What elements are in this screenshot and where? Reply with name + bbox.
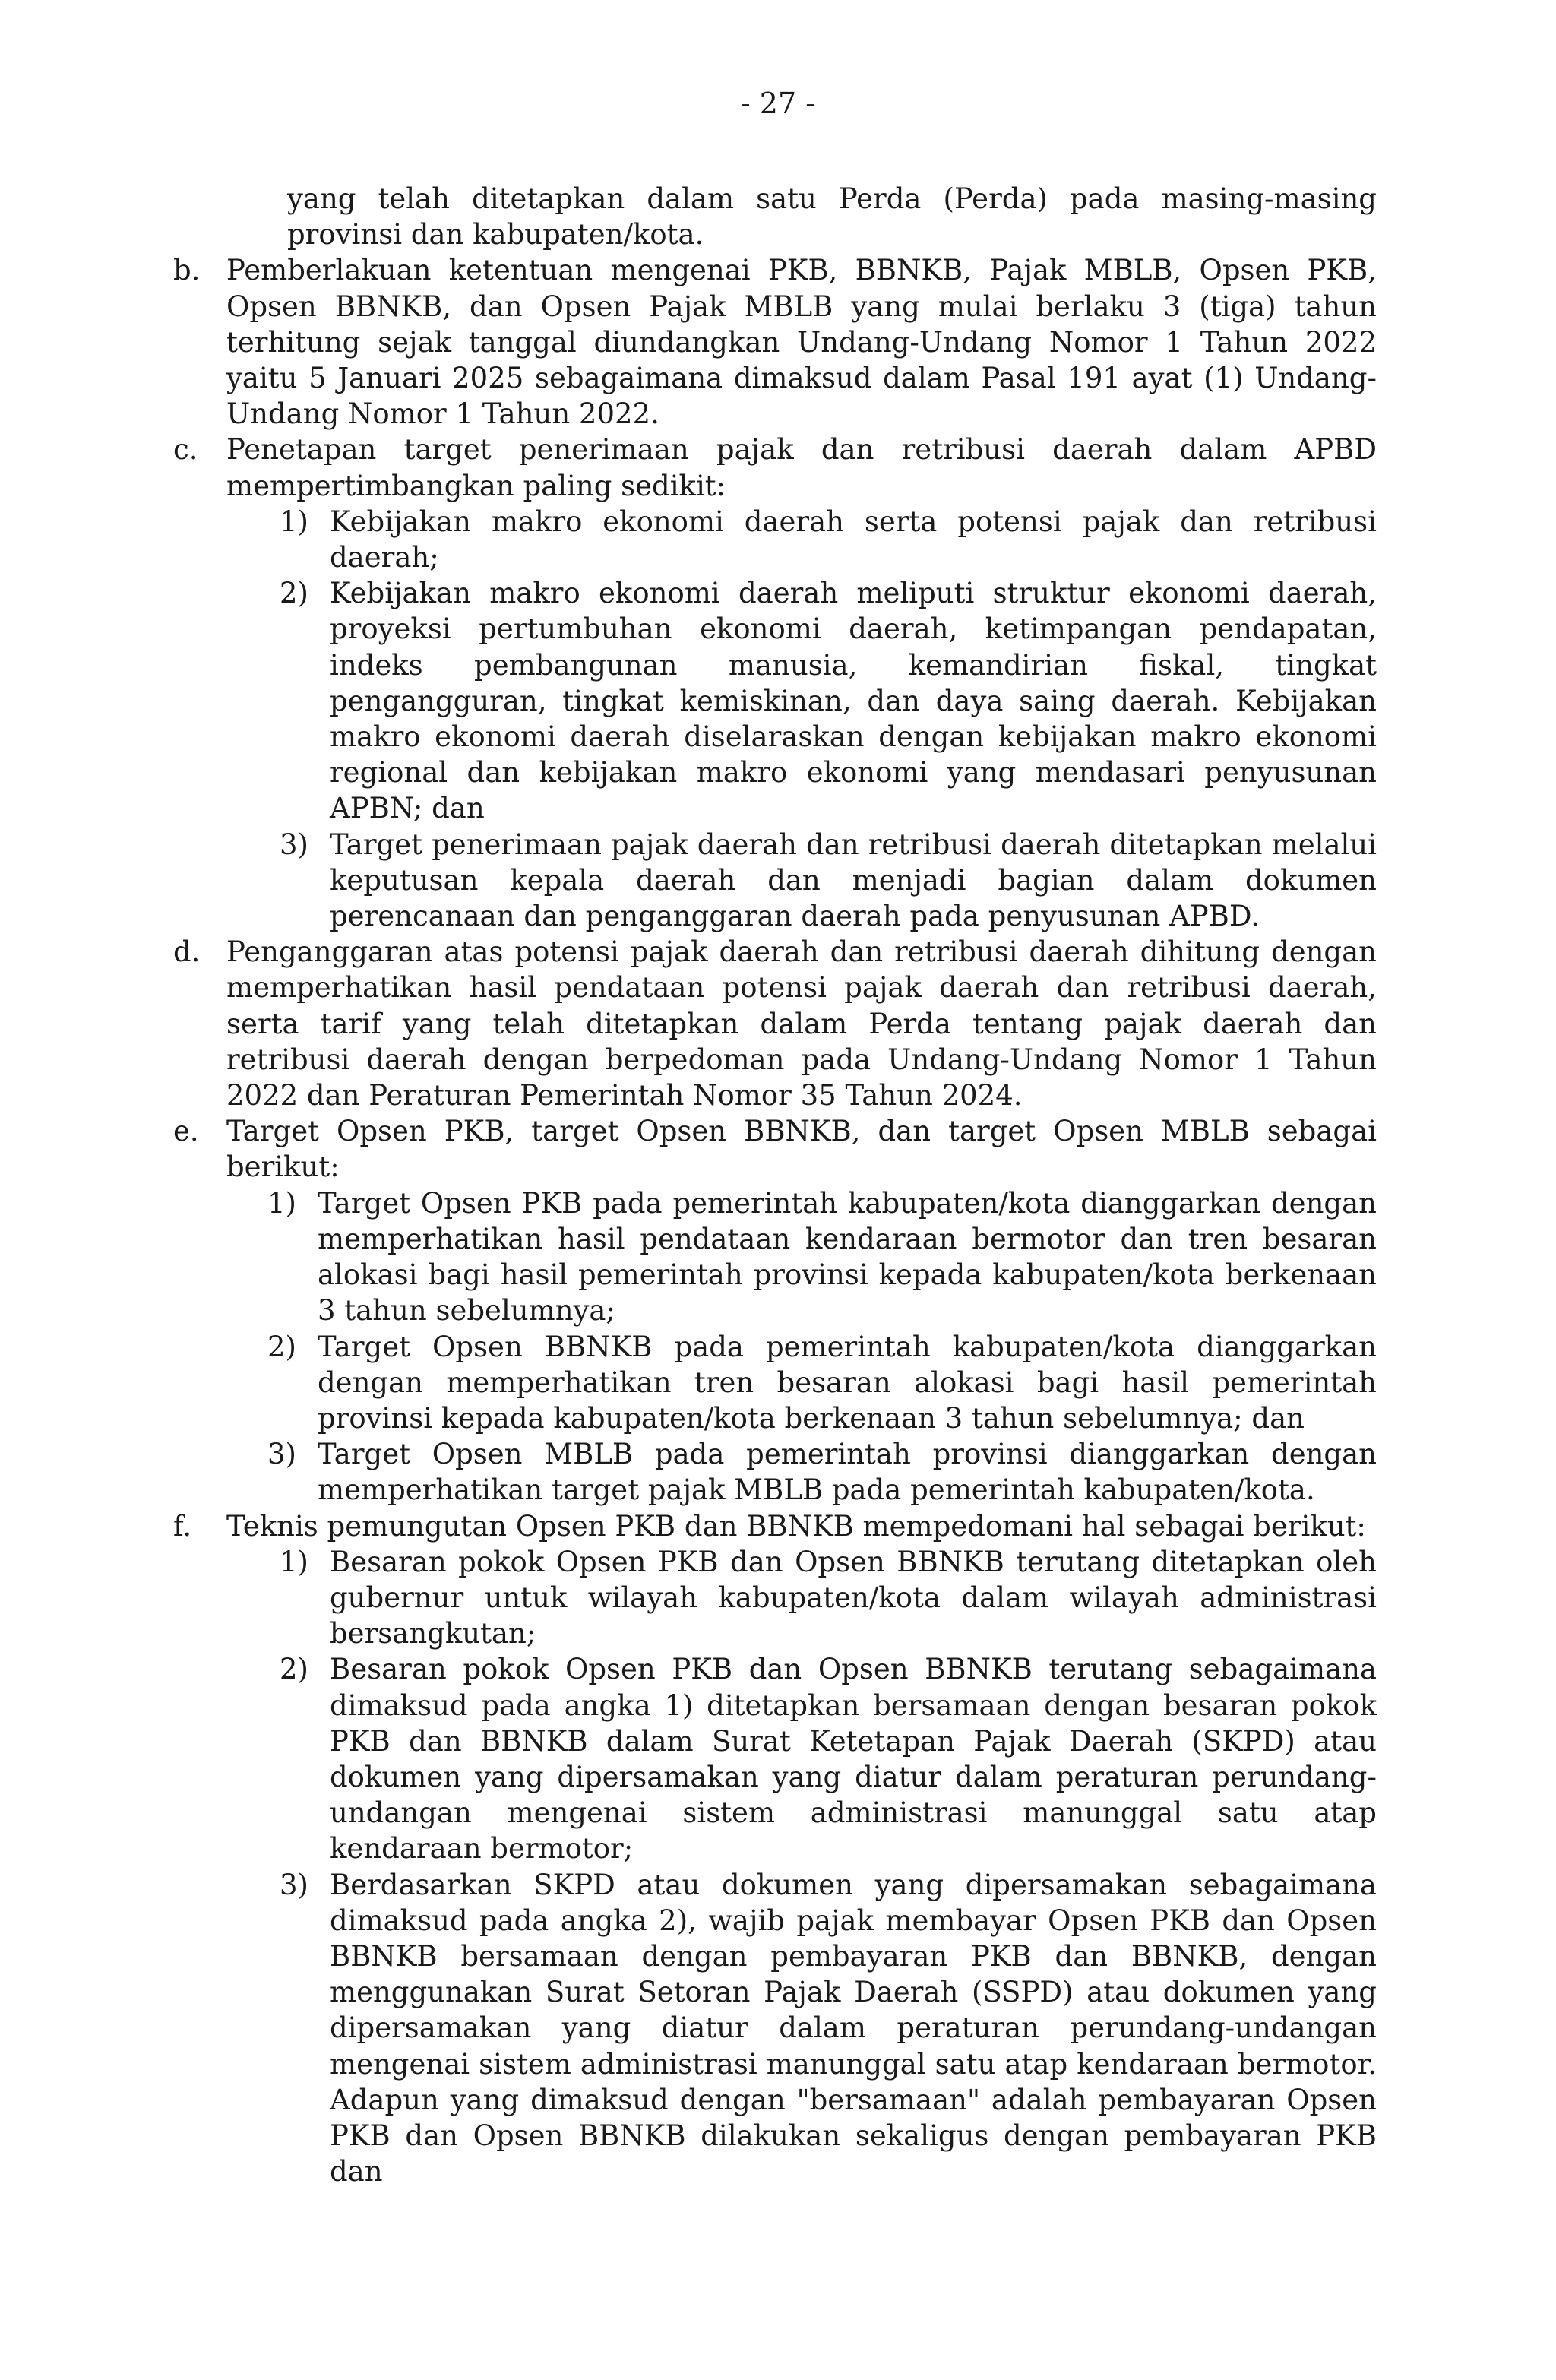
item-d-label: d. <box>173 935 201 969</box>
item-e-subitem-1-label: 1) <box>267 1186 296 1220</box>
item-c-subitem-2-text: Kebijakan makro ekonomi daerah meliputi struktur ekonomi daerah, proyeksi pertumbuhan ekonomi daerah, ketimpangan pendapatan, indeks pembangunan manusia, kemandirian fiskal, tingkat pengangguran, tingkat kemiskinan, dan daya saing daerah. Kebijakan makro ekonomi daerah diselaraskan dengan kebijakan makro ekonomi regional dan kebijakan makro ekonomi yang mendasari penyusunan APBN; dan <box>330 577 1377 825</box>
item-e-text: Target Opsen PKB, target Opsen BBNKB, dan target Opsen MBLB sebagai berikut: <box>226 1115 1377 1184</box>
item-c-subitem-3-text: Target penerimaan pajak daerah dan retribusi daerah ditetapkan melalui keputusan kepala daerah dan menjadi bagian dalam dokumen perencanaan dan penganggaran daerah pada penyusunan APBD. <box>330 828 1377 933</box>
item-f-subitem-2 <box>280 1651 1377 1866</box>
item-f-subitem-3 <box>280 1867 1377 2190</box>
item-c-text: Penetapan target penerimaan pajak dan retribusi daerah dalam APBD mempertimbangkan paling sedikit: <box>226 433 1377 502</box>
item-f-subitem-1 <box>280 1544 1377 1652</box>
item-c-label: c. <box>173 433 198 467</box>
item-f-subitem-1-label: 1) <box>280 1545 308 1578</box>
item-c-subitem-3 <box>280 827 1377 935</box>
item-f-subitem-3-label: 3) <box>280 1868 308 1901</box>
item-e-subitem-2-text: Target Opsen BBNKB pada pemerintah kabupaten/kota dianggarkan dengan memperhatikan tren besaran alokasi bagi hasil pemerintah provinsi kepada kabupaten/kota berkenaan 3 tahun sebelumnya; dan <box>318 1330 1377 1435</box>
item-f-subitem-3-text: Berdasarkan SKPD atau dokumen yang dipersamakan sebagaimana dimaksud pada angka 2), wajib pajak membayar Opsen PKB dan Opsen BBNKB bersamaan dengan pembayaran PKB dan BBNKB, dengan menggunakan Surat Setoran Pajak Daerah (SSPD) atau dokumen yang dipersamakan yang diatur dalam peraturan perundang-undangan mengenai sistem administrasi manunggal satu atap kendaraan bermotor. Adapun yang dimaksud dengan "bersamaan" adalah pembayaran Opsen PKB dan Opsen BBNKB dilakukan sekaligus dengan pembayaran PKB dan <box>330 1868 1377 2189</box>
item-e-label: e. <box>173 1115 199 1148</box>
item-c <box>173 432 1377 934</box>
intro-paragraph <box>287 181 1377 252</box>
item-d <box>173 934 1377 1113</box>
item-b <box>173 252 1377 432</box>
page-number: - 27 - <box>740 87 816 120</box>
item-f-subitem-1-text: Besaran pokok Opsen PKB dan Opsen BBNKB terutang ditetapkan oleh gubernur untuk wilayah kabupaten/kota dalam wilayah administrasi bersangkutan; <box>330 1545 1377 1650</box>
item-e-subitem-3 <box>267 1436 1377 1508</box>
item-f-subitem-2-label: 2) <box>280 1653 308 1686</box>
document-body <box>173 181 1377 2189</box>
item-e <box>173 1113 1377 1508</box>
item-c-subitem-3-label: 3) <box>280 828 308 861</box>
item-c-subitem-1 <box>280 504 1377 575</box>
item-c-subitem-1-label: 1) <box>280 505 308 538</box>
item-b-label: b. <box>173 254 201 287</box>
intro-text: yang telah ditetapkan dalam satu Perda (Perda) pada masing-masing provinsi dan kabupaten/kota. <box>287 182 1377 252</box>
item-c-subitem-2-label: 2) <box>280 577 308 610</box>
item-f-label: f. <box>173 1509 192 1543</box>
item-e-subitem-2-label: 2) <box>267 1330 296 1363</box>
item-e-subitem-1 <box>267 1185 1377 1329</box>
item-e-subitem-3-label: 3) <box>267 1438 296 1471</box>
item-e-subitem-3-text: Target Opsen MBLB pada pemerintah provinsi dianggarkan dengan memperhatikan target pajak MBLB pada pemerintah kabupaten/kota. <box>318 1438 1377 1507</box>
item-e-subitem-2 <box>267 1329 1377 1437</box>
item-f-text: Teknis pemungutan Opsen PKB dan BBNKB mempedomani hal sebagai berikut: <box>226 1509 1366 1543</box>
item-d-text: Penganggaran atas potensi pajak daerah dan retribusi daerah dihitung dengan memperhatikan hasil pendataan potensi pajak daerah dan retribusi daerah, serta tarif yang telah ditetapkan dalam Perda tentang pajak daerah dan retribusi daerah dengan berpedoman pada Undang-Undang Nomor 1 Tahun 2022 dan Peraturan Pemerintah Nomor 35 Tahun 2024. <box>226 935 1377 1112</box>
item-c-subitem-2 <box>280 575 1377 826</box>
item-c-subitem-1-text: Kebijakan makro ekonomi daerah serta potensi pajak dan retribusi daerah; <box>330 505 1377 574</box>
item-f <box>173 1508 1377 2190</box>
item-f-subitem-2-text: Besaran pokok Opsen PKB dan Opsen BBNKB terutang sebagaimana dimaksud pada angka 1) ditetapkan bersamaan dengan besaran pokok PKB dan BBNKB dalam Surat Ketetapan Pajak Daerah (SKPD) atau dokumen yang dipersamakan yang diatur dalam peraturan perundang-undangan mengenai sistem administrasi manunggal satu atap kendaraan bermotor; <box>330 1653 1377 1866</box>
item-b-text: Pemberlakuan ketentuan mengenai PKB, BBNKB, Pajak MBLB, Opsen PKB, Opsen BBNKB, dan Opsen Pajak MBLB yang mulai berlaku 3 (tiga) tahun terhitung sejak tanggal diundangkan Undang-Undang Nomor 1 Tahun 2022 yaitu 5 Januari 2025 sebagaimana dimaksud dalam Pasal 191 ayat (1) Undang-Undang Nomor 1 Tahun 2022. <box>226 254 1377 431</box>
item-e-subitem-1-text: Target Opsen PKB pada pemerintah kabupaten/kota dianggarkan dengan memperhatikan hasil pendataan kendaraan bermotor dan tren besaran alokasi bagi hasil pemerintah provinsi kepada kabupaten/kota berkenaan 3 tahun sebelumnya; <box>318 1186 1377 1328</box>
